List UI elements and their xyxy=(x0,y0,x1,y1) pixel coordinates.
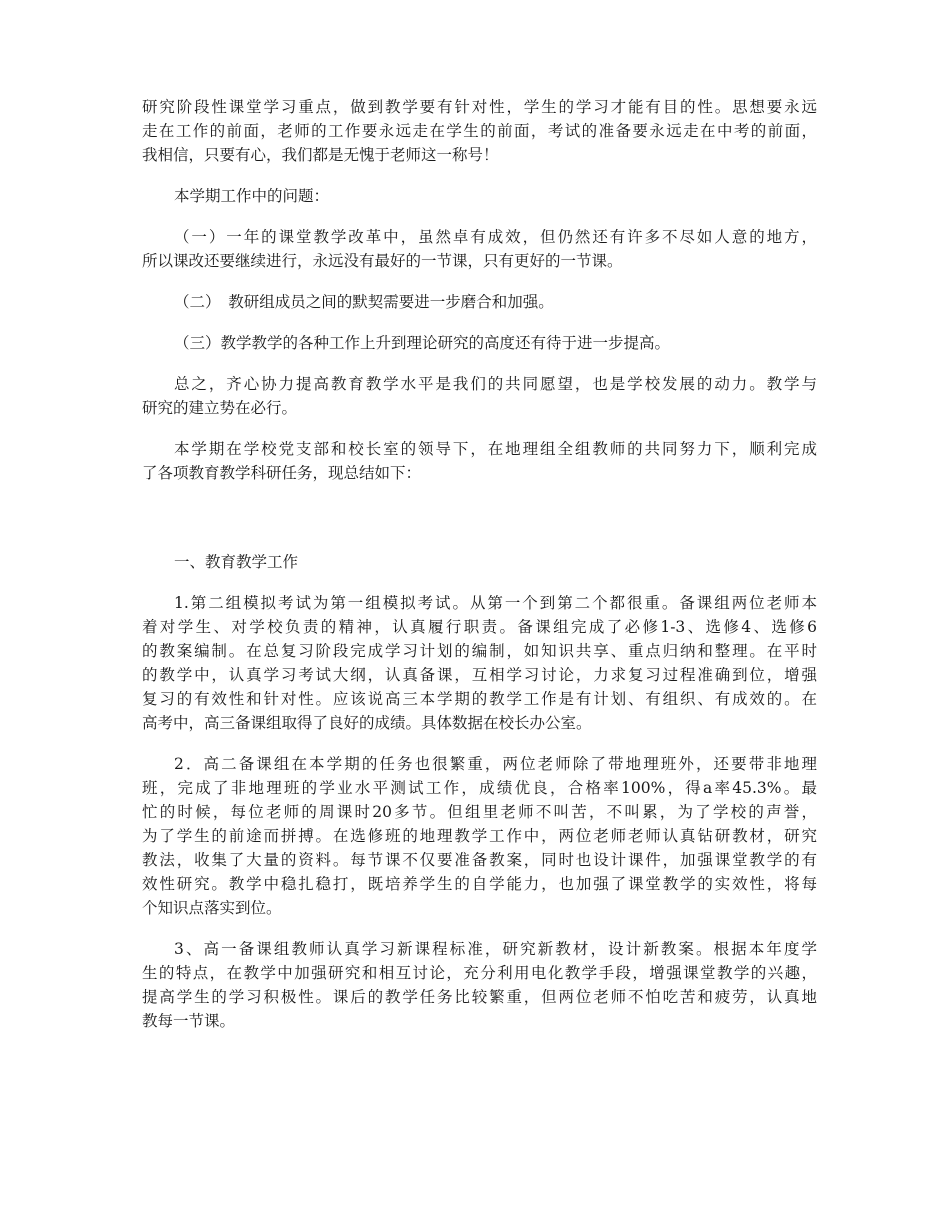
text-line: 高考中，高三备课组取得了良好的成绩。具体数据在校长办公室。 xyxy=(142,714,592,732)
text-line: 走在工作的前面，老师的工作要永远走在学生的前面，考试的准备要永远走在中考的前面， xyxy=(142,122,817,140)
paragraph-grade-3 xyxy=(142,591,817,735)
text-line: 的教案编制。在总复习阶段完成学习计划的编制，如知识共享、重点归纳和整理。在平时 xyxy=(142,642,817,660)
text-line: 研究阶段性课堂学习重点，做到教学要有针对性，学生的学习才能有目的性。思想要永远 xyxy=(142,98,817,116)
text-line: 效性研究。教学中稳扎稳打，既培养学生的自学能力，也加强了课堂教学的实效性，将每 xyxy=(142,875,817,893)
text-line: 为了学生的前途而拼搏。在选修班的地理教学工作中，两位老师老师认真钻研教材，研究 xyxy=(142,827,817,845)
paragraph-problems-heading xyxy=(142,184,817,208)
paragraph-p1 xyxy=(142,95,817,167)
text-line: （二） 教研组成员之间的默契需要进一步磨合和加强。 xyxy=(174,293,554,311)
text-line: 班，完成了非地理班的学业水平测试工作，成绩优良，合格率100%，得a率45.3%。最 xyxy=(142,779,817,797)
section-heading-teaching-work xyxy=(142,550,817,574)
paragraph-problem-3 xyxy=(142,331,817,355)
paragraph-problem-2 xyxy=(142,290,817,314)
text-line: 教法，收集了大量的资料。每节课不仅要准备教案，同时也设计课件，加强课堂教学的有 xyxy=(142,851,817,869)
paragraph-summary xyxy=(142,372,817,420)
text-line: （一）一年的课堂教学改革中，虽然卓有成效，但仍然还有许多不尽如人意的地方， xyxy=(174,228,817,246)
paragraph-intro xyxy=(142,437,817,485)
text-line: 一、教育教学工作 xyxy=(174,553,299,571)
text-line: 1.第二组模拟考试为第一组模拟考试。从第一个到第二个都很重。备课组两位老师本 xyxy=(174,594,817,612)
paragraph-problem-1 xyxy=(142,225,817,273)
text-line: 3、高一备课组教师认真学习新课程标准，研究新教材，设计新教案。根据本年度学 xyxy=(174,940,817,958)
text-line: 着对学生、对学校负责的精神，认真履行职责。备课组完成了必修1-3、选修4、选修6 xyxy=(142,618,817,636)
text-line: 研究的建立势在必行。 xyxy=(142,399,298,417)
text-line: 教每一节课。 xyxy=(142,1012,236,1030)
text-line: 本学期工作中的问题： xyxy=(174,187,330,205)
paragraph-grade-1 xyxy=(142,937,817,1033)
text-line: 我相信，只要有心，我们都是无愧于老师这一称号！ xyxy=(142,146,499,164)
text-line: 复习的有效性和针对性。应该说高三本学期的教学工作是有计划、有组织、有成效的。在 xyxy=(142,690,817,708)
document-body xyxy=(142,95,817,1033)
text-line: 所以课改还要继续进行，永远没有最好的一节课，只有更好的一节课。 xyxy=(142,252,623,270)
text-line: 生的特点，在教学中加强研究和相互讨论，充分利用电化教学手段，增强课堂教学的兴趣， xyxy=(142,964,817,982)
text-line: 个知识点落实到位。 xyxy=(142,899,282,917)
paragraph-grade-2 xyxy=(142,752,817,920)
text-line: 忙的时候，每位老师的周课时20多节。但组里老师不叫苦，不叫累，为了学校的声誉， xyxy=(142,803,817,821)
text-line: 本学期在学校党支部和校长室的领导下，在地理组全组教师的共同努力下，顺利完成 xyxy=(174,440,817,458)
text-line: 2．高二备课组在本学期的任务也很繁重，两位老师除了带地理班外，还要带非地理 xyxy=(174,755,817,773)
text-line: 的教学中，认真学习考试大纲，认真备课，互相学习讨论，力求复习过程准确到位，增强 xyxy=(142,666,817,684)
text-line: 了各项教育教学科研任务，现总结如下： xyxy=(142,464,422,482)
text-line: （三）教学教学的各种工作上升到理论研究的高度还有待于进一步提高。 xyxy=(174,334,671,352)
text-line: 总之，齐心协力提高教育教学水平是我们的共同愿望，也是学校发展的动力。教学与 xyxy=(174,375,817,393)
text-line: 提高学生的学习积极性。课后的教学任务比较繁重，但两位老师不怕吃苦和疲劳，认真地 xyxy=(142,988,817,1006)
